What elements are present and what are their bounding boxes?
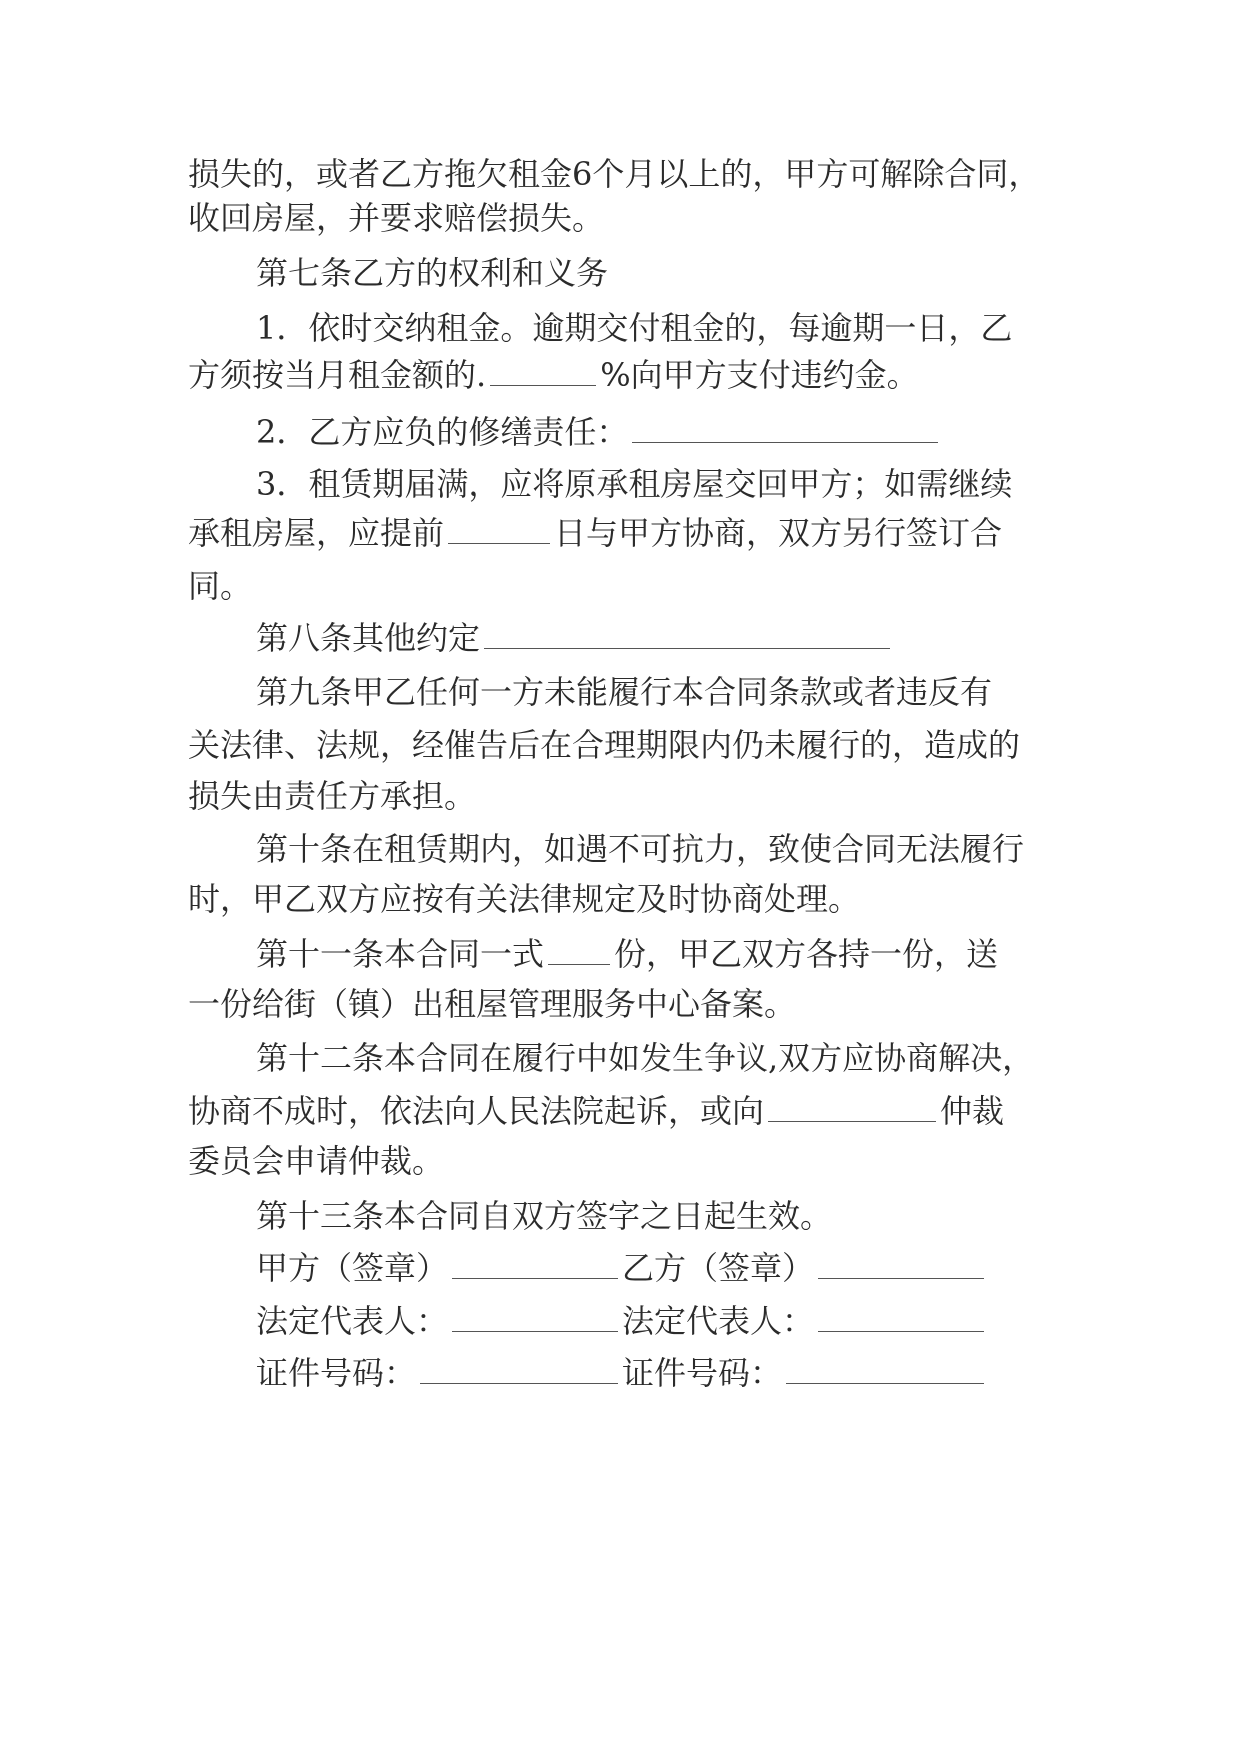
- clause-text: 第十二条本合同在履行中如发生争议,双方应协商解决，: [256, 1039, 1035, 1077]
- text-line: [256, 672, 992, 712]
- party-b-rep-label: 法定代表人：: [622, 1302, 815, 1340]
- text-line: [256, 934, 998, 974]
- clause-text: 时，甲乙双方应按有关法律规定及时协商处理。: [188, 880, 861, 918]
- clause-text: 损失由责任方承担。: [188, 777, 477, 815]
- clause-heading: 第八条其他约定: [256, 619, 481, 657]
- signature-row: [256, 1248, 988, 1288]
- signature-row: [256, 1301, 988, 1341]
- text-line: [188, 1091, 1004, 1131]
- text-line: [188, 984, 796, 1024]
- clause-text: 第九条甲乙任何一方未能履行本合同条款或者违反有: [256, 673, 993, 711]
- party-b-id-label: 证件号码：: [622, 1354, 783, 1392]
- text-line: [188, 154, 1040, 194]
- clause-text: 3．租赁期届满，应将原承租房屋交回甲方；如需继续: [256, 465, 1013, 503]
- clause-text: %向甲方支付违约金。: [600, 356, 919, 394]
- party-a-seal-label: 甲方（签章）: [256, 1249, 449, 1287]
- text-line: [188, 513, 1002, 553]
- fill-blank: [490, 357, 596, 386]
- text-line: [188, 198, 604, 238]
- clause-heading: 第七条乙方的权利和义务: [256, 254, 609, 292]
- party-b-seal-blank: [818, 1250, 984, 1279]
- clause-text: 份，甲乙双方各持一份，送: [614, 935, 999, 973]
- text-line: [256, 412, 942, 452]
- fill-blank: [548, 936, 610, 965]
- text-line: [256, 1196, 832, 1236]
- clause-text: 协商不成时，依法向人民法院起诉，或向: [188, 1092, 765, 1130]
- text-line: [188, 725, 1020, 765]
- fill-blank: [484, 620, 890, 649]
- clause-text: 关法律、法规，经催告后在合理期限内仍未履行的，造成的: [188, 726, 1021, 764]
- party-b-id-blank: [786, 1355, 984, 1384]
- party-a-rep-label: 法定代表人：: [256, 1302, 449, 1340]
- text-line: [188, 355, 919, 395]
- text-line: [188, 566, 252, 606]
- text-line: [188, 776, 476, 816]
- clause-text: 2．乙方应负的修缮责任：: [256, 413, 629, 451]
- text-line: [256, 829, 1024, 869]
- text-line: [188, 1141, 444, 1181]
- clause-text: 一份给街（镇）出租屋管理服务中心备案。: [188, 985, 797, 1023]
- party-b-seal-label: 乙方（签章）: [622, 1249, 815, 1287]
- party-a-rep-blank: [452, 1303, 618, 1332]
- section-heading: [256, 618, 894, 658]
- clause-text: 第十条在租赁期内，如遇不可抗力，致使合同无法履行: [256, 830, 1025, 868]
- clause-text: 损失的，或者乙方拖欠租金6个月以上的，甲方可解除合同，: [188, 155, 1041, 193]
- clause-text: 第十三条本合同自双方签字之日起生效。: [256, 1197, 833, 1235]
- fill-blank: [768, 1093, 936, 1122]
- clause-text: 1．依时交纳租金。逾期交付租金的，每逾期一日，乙: [256, 309, 1013, 347]
- clause-text: 第十一条本合同一式: [256, 935, 545, 973]
- party-b-rep-blank: [818, 1303, 984, 1332]
- clause-text: 收回房屋，并要求赔偿损失。: [188, 199, 605, 237]
- clause-text: 同。: [188, 567, 253, 605]
- fill-blank: [632, 414, 938, 443]
- clause-text: 委员会申请仲裁。: [188, 1142, 445, 1180]
- party-a-seal-blank: [452, 1250, 618, 1279]
- clause-text: 日与甲方协商，双方另行签订合: [554, 514, 1003, 552]
- party-a-id-blank: [420, 1355, 618, 1384]
- clause-text: 仲裁: [940, 1092, 1005, 1130]
- text-line: [188, 879, 860, 919]
- clause-text: 方须按当月租金额的.: [188, 356, 487, 394]
- text-line: [256, 1038, 1034, 1078]
- fill-blank: [448, 515, 550, 544]
- party-a-id-label: 证件号码：: [256, 1354, 417, 1392]
- section-heading: [256, 253, 608, 293]
- text-line: [256, 464, 1012, 504]
- text-line: [256, 308, 1012, 348]
- clause-text: 承租房屋，应提前: [188, 514, 445, 552]
- signature-row: [256, 1353, 988, 1393]
